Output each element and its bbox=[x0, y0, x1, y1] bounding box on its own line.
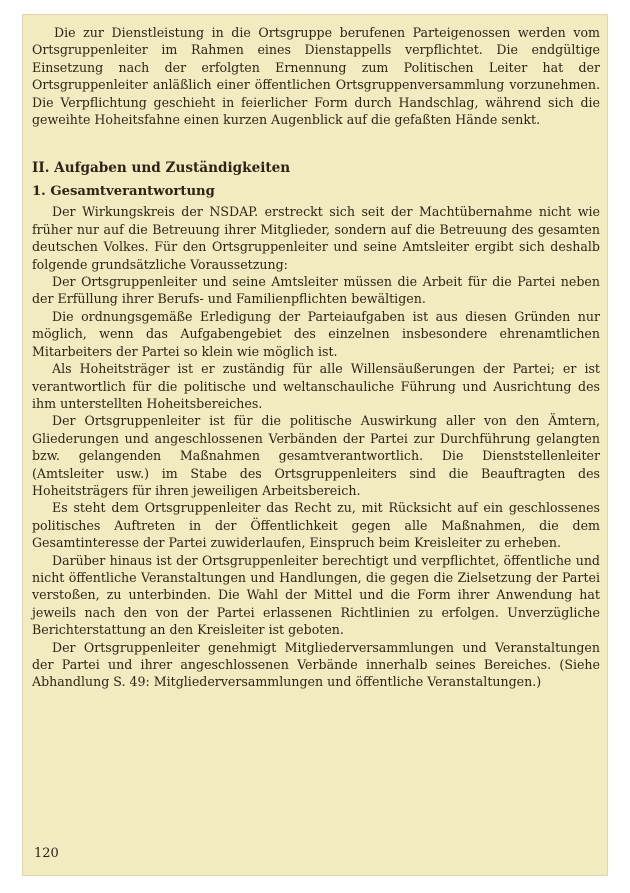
body-paragraph: Es steht dem Ortsgruppenleiter das Recht zu, mit Rücksicht auf ein geschlossenes politisches Auftreten in der Öffentlichkeit gegen alle Maßnahmen, die dem Gesamtinteresse der Partei zuwiderlaufen, Einspruch beim Kreisleiter zu erheben. bbox=[32, 500, 600, 551]
intro-paragraph: Die zur Dienstleistung in die Ortsgruppe berufenen Parteigenossen werden vom Ortsgruppenleiter im Rahmen eines Dienstappells verpflichtet. Die endgültige Einsetzung nach der erfolgten Ernennung zum Politischen Leiter hat der Ortsgruppenleiter anläßlich einer öffentlichen Ortsgruppenversammlung vorzunehmen. Die Verpflichtung geschieht in feierlicher Form durch Handschlag, während sich die geweihte Hoheitsfahne einen kurzen Augenblick auf die gefaßten Hände senkt. bbox=[32, 25, 600, 128]
body-paragraph: Der Wirkungskreis der NSDAP. erstreckt sich seit der Machtübernahme nicht wie früher nur auf die Betreuung ihrer Mitglieder, sondern auf die Betreuung des gesamten deutschen Volkes. Für den Ortsgruppenleiter und seine Amtsleiter ergibt sich deshalb folgende grundsätzliche Voraussetzung: bbox=[32, 204, 600, 272]
body-paragraph: Die ordnungsgemäße Erledigung der Parteiaufgaben ist aus diesen Gründen nur möglich, wenn das Aufgabengebiet des einzelnen insbesondere ehrenamtlichen Mitarbeiters der Partei so klein wie möglich ist. bbox=[32, 308, 600, 359]
page-content bbox=[32, 24, 600, 691]
body-paragraph: Der Ortsgruppenleiter genehmigt Mitgliederversammlungen und Veranstaltungen der Partei und ihrer angeschlossenen Verbände innerhalb seines Bereiches. (Siehe Abhandlung S. 49: Mitgliederversammlungen und öffentliche Veranstaltungen.) bbox=[32, 639, 600, 690]
body-paragraph: Der Ortsgruppenleiter und seine Amtsleiter müssen die Arbeit für die Partei neben der Erfüllung ihrer Berufs- und Familienpflichten bewältigen. bbox=[32, 274, 600, 307]
body-paragraph: Als Hoheitsträger ist er zuständig für alle Willensäußerungen der Partei; er ist verantwortlich für die politische und weltanschauliche Führung und Ausrichtung des ihm unterstellten Hoheitsbereiches. bbox=[32, 361, 600, 411]
body-paragraph: Der Ortsgruppenleiter ist für die politische Auswirkung aller von den Ämtern, Gliederungen und angeschlossenen Verbänden der Partei zur Durchführung gelangten bzw. gelangenden Maßnahmen gesamtverantwortlich. Die Dienststellenleiter (Amtsleiter usw.) im Stabe des Ortsgruppenleiters sind die Beauftragten des Hoheitsträgers für ihren jeweiligen Arbeitsbereich. bbox=[32, 413, 600, 498]
subsection-heading: 1. Gesamtverantwortung bbox=[32, 184, 215, 200]
book-page bbox=[22, 14, 608, 876]
section-heading: II. Aufgaben und Zuständigkeiten bbox=[32, 160, 291, 177]
page-number: 120 bbox=[34, 846, 59, 861]
body-paragraph: Darüber hinaus ist der Ortsgruppenleiter berechtigt und verpflichtet, öffentliche und nicht öffentliche Veranstaltungen und Handlungen, die gegen die Zielsetzung der Partei verstoßen, zu unterbinden. Die Wahl der Mittel und die Form ihrer Anwendung hat jeweils nach den von der Partei erlassenen Richtlinien zu erfolgen. Unverzügliche Berichterstattung an den Kreisleiter ist geboten. bbox=[32, 552, 600, 638]
